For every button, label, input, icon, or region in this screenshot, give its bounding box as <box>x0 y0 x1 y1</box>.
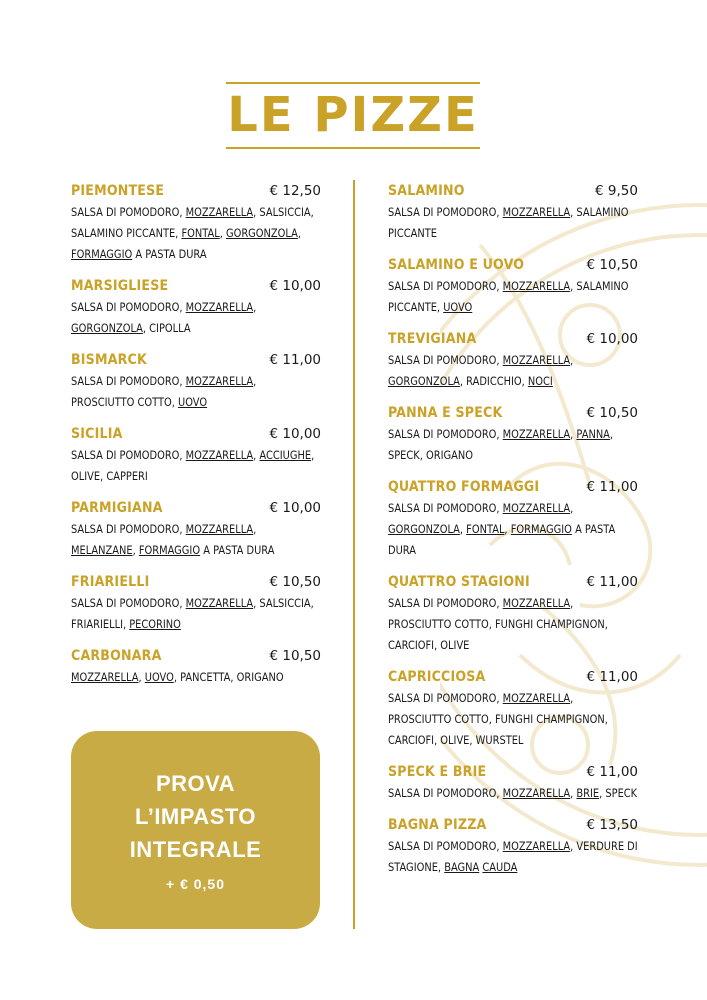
menu-item-header <box>388 572 638 592</box>
ingredient-text: , <box>297 227 302 240</box>
pizza-ingredients <box>388 498 639 561</box>
ingredient-text: , CIPOLLA <box>142 322 191 335</box>
menu-item-header <box>71 498 321 518</box>
menu-item-header <box>388 815 638 835</box>
title-rule-bottom <box>226 147 480 149</box>
pizza-ingredients <box>388 688 639 751</box>
pizza-name: CARBONARA <box>71 648 162 664</box>
ingredient-text: , RADICCHIO, <box>459 375 528 388</box>
ingredient-highlight: MOZZARELLA <box>502 206 571 219</box>
ingredient-text: , <box>219 227 226 240</box>
ingredient-text: SALSA DI POMODORO, <box>388 280 503 293</box>
ingredient-highlight: MOZZARELLA <box>502 787 571 800</box>
ingredient-text: , SPECK, ORIGANO <box>388 428 614 462</box>
menu-item-header <box>71 181 321 201</box>
pizza-ingredients <box>388 783 639 804</box>
menu-item <box>388 181 638 244</box>
ingredient-highlight: PECORINO <box>129 618 181 631</box>
ingredient-text: A PASTA DURA <box>132 248 207 261</box>
pizza-name: PANNA E SPECK <box>388 405 503 421</box>
menu-item <box>388 329 638 392</box>
pizza-name: QUATTRO STAGIONI <box>388 574 530 590</box>
promo-line-2: L’IMPASTO <box>134 804 257 829</box>
ingredient-text: , <box>570 502 574 515</box>
ingredient-highlight: ACCIUGHE <box>259 449 312 462</box>
pizza-price: € 11,00 <box>586 764 638 780</box>
ingredient-text: , SALAMINO PICCANTE, <box>388 280 629 314</box>
menu-item <box>388 403 638 466</box>
pizza-name: PIEMONTESE <box>71 183 165 199</box>
menu-column-left <box>71 181 321 699</box>
ingredient-highlight: UOVO <box>144 671 174 684</box>
ingredient-text: SALSA DI POMODORO, <box>71 597 186 610</box>
ingredient-highlight: MOZZARELLA <box>502 840 571 853</box>
title-block <box>226 82 480 149</box>
ingredient-text: SALSA DI POMODORO, <box>388 206 503 219</box>
ingredient-highlight: GORGONZOLA <box>388 523 460 536</box>
ingredient-text: , OLIVE, CAPPERI <box>71 449 315 483</box>
page-title: LE PIZZE <box>227 87 479 143</box>
promo-box <box>71 731 320 929</box>
pizza-ingredients <box>71 371 322 413</box>
ingredient-highlight: UOVO <box>177 396 208 409</box>
pizza-name: BISMARCK <box>71 352 147 368</box>
pizza-name: SALAMINO E UOVO <box>388 257 525 273</box>
ingredient-text: SALSA DI POMODORO, <box>388 597 503 610</box>
ingredient-text: , SALAMINO PICCANTE <box>388 206 629 240</box>
menu-item <box>71 498 321 561</box>
ingredient-text: SALSA DI POMODORO, <box>388 502 503 515</box>
ingredient-highlight: MOZZARELLA <box>502 692 571 705</box>
title-rule-top <box>226 82 480 84</box>
pizza-ingredients <box>388 593 639 656</box>
pizza-name: PARMIGIANA <box>71 500 163 516</box>
ingredient-text: , PROSCIUTTO COTTO, FUNGHI CHAMPIGNON, CARCIOFI, OLIVE <box>388 597 608 652</box>
column-divider <box>353 180 355 929</box>
pizza-price: € 11,00 <box>586 479 638 495</box>
ingredient-text: , <box>570 354 574 367</box>
pizza-ingredients <box>388 424 639 466</box>
ingredient-text: SALSA DI POMODORO, <box>388 428 503 441</box>
ingredient-highlight: MOZZARELLA <box>71 671 139 684</box>
ingredient-text: SALSA DI POMODORO, <box>71 523 186 536</box>
promo-title <box>71 767 320 866</box>
menu-column-right <box>388 181 638 889</box>
ingredient-text: SALSA DI POMODORO, <box>71 206 186 219</box>
ingredient-highlight: MOZZARELLA <box>185 301 254 314</box>
pizza-price: € 10,00 <box>269 426 321 442</box>
pizza-price: € 12,50 <box>269 183 321 199</box>
ingredient-highlight: BAGNA <box>444 861 480 874</box>
ingredient-text: , <box>570 787 577 800</box>
promo-line-3: INTEGRALE <box>129 837 262 862</box>
pizza-name: SICILIA <box>71 426 123 442</box>
pizza-ingredients <box>388 350 639 392</box>
ingredient-text: , <box>253 301 257 314</box>
promo-line-1: PROVA <box>155 771 236 796</box>
ingredient-highlight: MOZZARELLA <box>502 280 571 293</box>
ingredient-text: , <box>253 449 260 462</box>
ingredient-text: SALSA DI POMODORO, <box>388 354 503 367</box>
ingredient-highlight: MOZZARELLA <box>185 375 254 388</box>
menu-item-header <box>71 424 321 444</box>
pizza-price: € 10,00 <box>269 500 321 516</box>
pizza-price: € 10,00 <box>586 331 638 347</box>
pizza-name: CAPRICCIOSA <box>388 669 486 685</box>
pizza-ingredients <box>71 593 322 635</box>
ingredient-text: , PANCETTA, ORIGANO <box>173 671 284 684</box>
ingredient-text: SALSA DI POMODORO, <box>388 840 503 853</box>
ingredient-highlight: MOZZARELLA <box>502 428 571 441</box>
pizza-price: € 13,50 <box>586 817 638 833</box>
ingredient-highlight: FONTAL <box>181 227 220 240</box>
promo-price: + € 0,50 <box>166 876 225 892</box>
ingredient-text: , SALSICCIA, SALAMINO PICCANTE, <box>71 206 314 240</box>
ingredient-text: , VERDURE DI STAGIONE, <box>388 840 638 874</box>
ingredient-highlight: BRIE <box>576 787 600 800</box>
ingredient-highlight: UOVO <box>443 301 473 314</box>
menu-item <box>71 350 321 413</box>
ingredient-highlight: FORMAGGIO <box>71 248 133 261</box>
menu-item-header <box>388 762 638 782</box>
pizza-name: QUATTRO FORMAGGI <box>388 479 540 495</box>
menu-item-header <box>71 646 321 666</box>
ingredient-highlight: MELANZANE <box>71 544 133 557</box>
menu-item-header <box>388 403 638 423</box>
ingredient-highlight: PANNA <box>576 428 610 441</box>
ingredient-highlight: MOZZARELLA <box>185 597 254 610</box>
menu-item <box>388 667 638 751</box>
menu-item <box>388 815 638 878</box>
ingredient-highlight: CAUDA <box>482 861 518 874</box>
pizza-price: € 10,50 <box>269 574 321 590</box>
ingredient-highlight: MOZZARELLA <box>502 597 571 610</box>
pizza-price: € 11,00 <box>586 669 638 685</box>
pizza-name: FRIARIELLI <box>71 574 150 590</box>
pizza-ingredients <box>71 202 322 265</box>
pizza-name: TREVIGIANA <box>388 331 477 347</box>
ingredient-highlight: NOCI <box>527 375 553 388</box>
pizza-price: € 10,50 <box>586 405 638 421</box>
ingredient-text: SALSA DI POMODORO, <box>71 301 186 314</box>
pizza-name: SPECK E BRIE <box>388 764 487 780</box>
pizza-ingredients <box>71 445 322 487</box>
ingredient-text: SALSA DI POMODORO, <box>388 692 503 705</box>
menu-item-header <box>388 329 638 349</box>
ingredient-text: A PASTA DURA <box>200 544 275 557</box>
pizza-price: € 11,00 <box>586 574 638 590</box>
ingredient-text: , <box>504 523 511 536</box>
ingredient-highlight: FONTAL <box>466 523 505 536</box>
ingredient-highlight: FORMAGGIO <box>510 523 572 536</box>
ingredient-text: , PROSCIUTTO COTTO, FUNGHI CHAMPIGNON, CARCIOFI, OLIVE, WURSTEL <box>388 692 608 747</box>
ingredient-text: , <box>138 671 145 684</box>
ingredient-text: , <box>253 523 257 536</box>
pizza-price: € 10,00 <box>269 278 321 294</box>
ingredient-highlight: GORGONZOLA <box>388 375 460 388</box>
menu-item <box>71 424 321 487</box>
menu-item-header <box>71 572 321 592</box>
ingredient-text: , SPECK <box>599 787 638 800</box>
pizza-ingredients <box>388 276 639 318</box>
ingredient-highlight: GORGONZOLA <box>71 322 143 335</box>
ingredient-text: , SALSICCIA, FRIARIELLI, <box>71 597 314 631</box>
menu-item <box>388 762 638 804</box>
menu-item-header <box>388 255 638 275</box>
ingredient-text: , <box>570 428 577 441</box>
pizza-price: € 10,50 <box>586 257 638 273</box>
ingredient-text: , <box>132 544 139 557</box>
menu-item-header <box>388 667 638 687</box>
ingredient-text: , PROSCIUTTO COTTO, <box>71 375 257 409</box>
pizza-name: SALAMINO <box>388 183 465 199</box>
ingredient-text: SALSA DI POMODORO, <box>71 449 186 462</box>
ingredient-highlight: MOZZARELLA <box>185 206 254 219</box>
menu-item <box>71 572 321 635</box>
menu-item <box>388 572 638 656</box>
pizza-ingredients <box>71 519 322 561</box>
ingredient-text: SALSA DI POMODORO, <box>71 375 186 388</box>
pizza-price: € 9,50 <box>595 183 638 199</box>
pizza-price: € 10,50 <box>269 648 321 664</box>
menu-item-header <box>388 477 638 497</box>
ingredient-highlight: MOZZARELLA <box>502 502 571 515</box>
menu-item <box>71 181 321 265</box>
ingredient-text: SALSA DI POMODORO, <box>388 787 503 800</box>
pizza-name: BAGNA PIZZA <box>388 817 487 833</box>
menu-item-header <box>388 181 638 201</box>
ingredient-highlight: MOZZARELLA <box>185 449 254 462</box>
pizza-ingredients <box>71 667 322 688</box>
pizza-ingredients <box>388 836 639 878</box>
ingredient-highlight: FORMAGGIO <box>138 544 201 557</box>
pizza-ingredients <box>388 202 639 244</box>
pizza-ingredients <box>71 297 322 339</box>
ingredient-text: , <box>459 523 467 536</box>
menu-item-header <box>71 276 321 296</box>
menu-item <box>388 477 638 561</box>
pizza-price: € 11,00 <box>269 352 321 368</box>
ingredient-text: A PASTA DURA <box>388 523 616 557</box>
ingredient-highlight: MOZZARELLA <box>502 354 571 367</box>
menu-item-header <box>71 350 321 370</box>
ingredient-highlight: GORGONZOLA <box>225 227 298 240</box>
menu-item <box>71 276 321 339</box>
menu-item <box>388 255 638 318</box>
ingredient-highlight: MOZZARELLA <box>185 523 254 536</box>
pizza-name: MARSIGLIESE <box>71 278 169 294</box>
menu-item <box>71 646 321 688</box>
